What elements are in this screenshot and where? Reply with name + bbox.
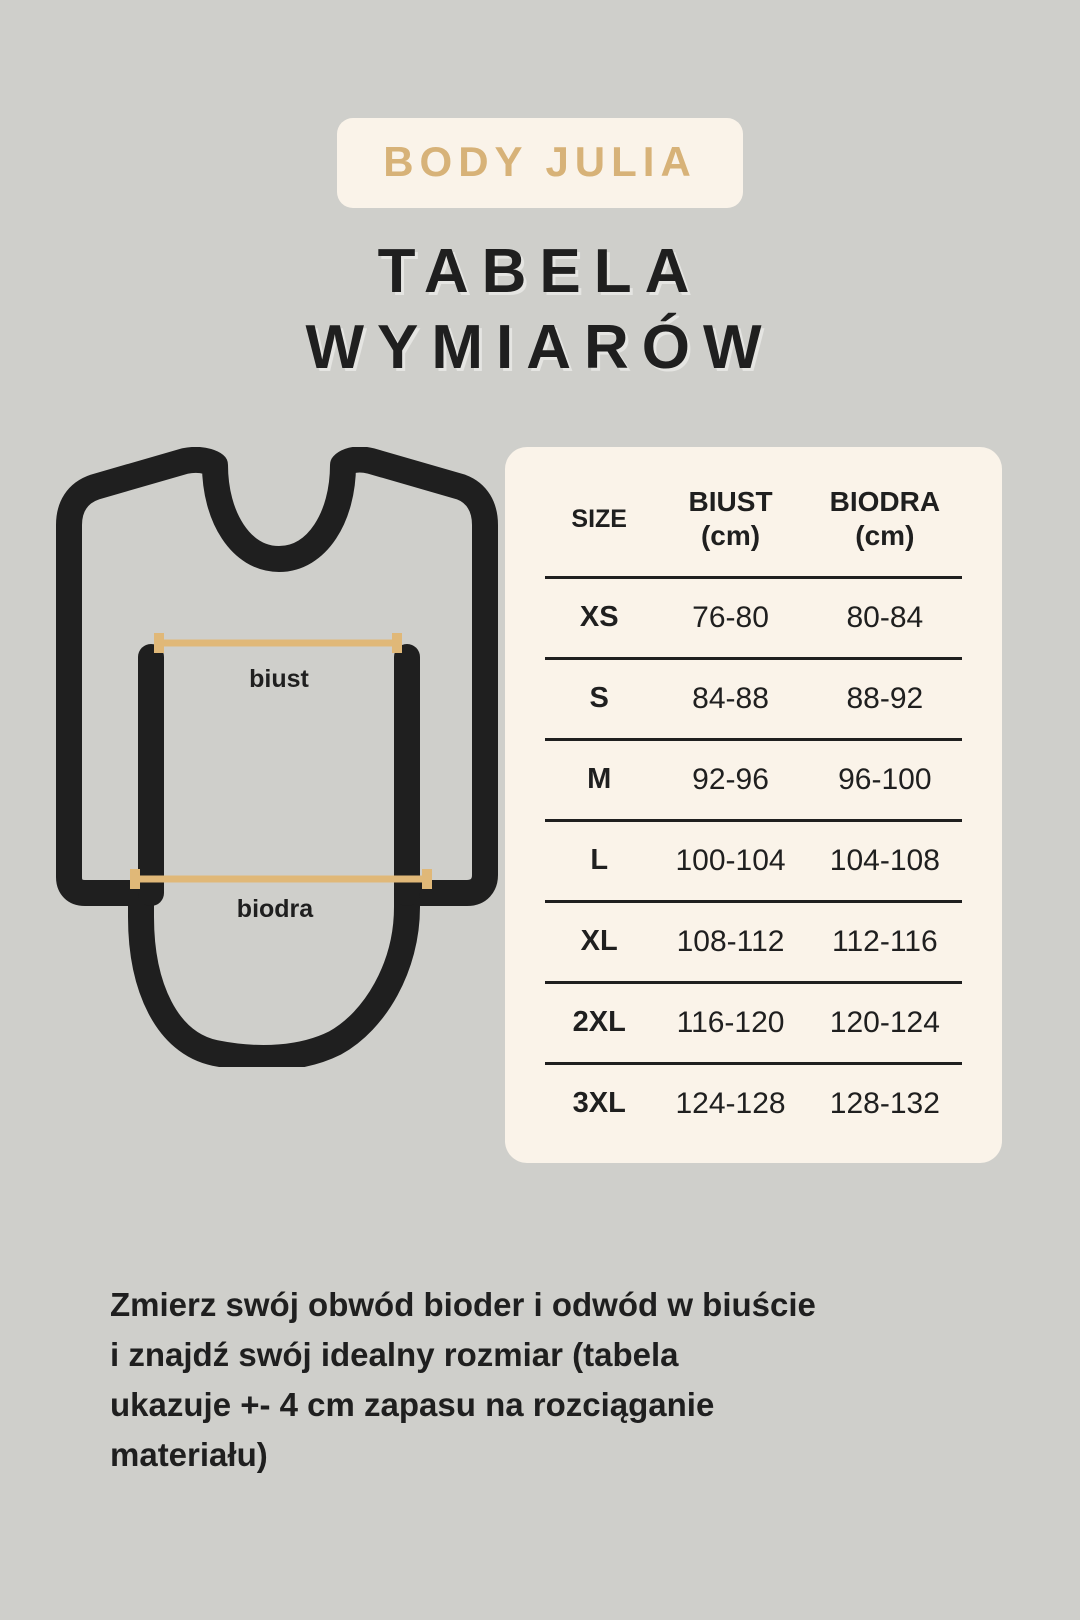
instructions-line-3: ukazuje +- 4 cm zapasu na rozciąganie [110, 1386, 715, 1424]
cell-hips: 88-92 [808, 658, 962, 739]
column-header-bust-line1: BIUST [688, 486, 773, 518]
table-row [545, 577, 962, 658]
column-header-hips-line1: BIODRA [829, 486, 941, 518]
cell-bust: 76-80 [653, 577, 807, 658]
column-header-hips [808, 481, 962, 577]
hips-measure-arrow [135, 869, 427, 889]
cell-bust: 84-88 [653, 658, 807, 739]
cell-hips: 120-124 [808, 982, 962, 1063]
cell-hips: 104-108 [808, 820, 962, 901]
cell-bust: 92-96 [653, 739, 807, 820]
cell-bust: 108-112 [653, 901, 807, 982]
size-table [545, 481, 962, 1132]
table-header-row [545, 481, 962, 577]
cell-size: XL [545, 901, 653, 982]
cell-size: 3XL [545, 1063, 653, 1133]
cell-bust: 124-128 [653, 1063, 807, 1133]
brand-badge: BODY JULIA [337, 118, 743, 208]
table-row [545, 1063, 962, 1133]
cell-size: L [545, 820, 653, 901]
table-row [545, 901, 962, 982]
instructions-line-1: Zmierz swój obwód bioder i odwód w biuście [110, 1286, 816, 1323]
size-table-body [545, 577, 962, 1133]
column-header-size: SIZE [571, 505, 627, 534]
page-title-line-2: WYMIARÓW [305, 312, 775, 382]
page-header [0, 0, 1080, 385]
cell-size: 2XL [545, 982, 653, 1063]
cell-hips: 96-100 [808, 739, 962, 820]
instructions-line-2: i znajdź swój idealny rozmiar (tabela [110, 1336, 679, 1374]
bust-measure-arrow [159, 633, 397, 653]
instructions-text [110, 1280, 960, 1481]
size-table-head [545, 481, 962, 577]
cell-hips: 80-84 [808, 577, 962, 658]
hips-label: biodra [236, 895, 314, 924]
column-header-bust-line2: (cm) [700, 520, 761, 552]
cell-bust: 100-104 [653, 820, 807, 901]
page-title [0, 234, 1080, 385]
cell-hips: 112-116 [808, 901, 962, 982]
bodysuit-icon [55, 447, 505, 1067]
table-row [545, 820, 962, 901]
cell-size: M [545, 739, 653, 820]
table-row [545, 982, 962, 1063]
column-header-hips-line2: (cm) [855, 520, 915, 552]
table-row [545, 739, 962, 820]
content-area [0, 447, 1080, 1137]
cell-bust: 116-120 [653, 982, 807, 1063]
size-table-card [505, 447, 1002, 1162]
cell-hips: 128-132 [808, 1063, 962, 1133]
cell-size: XS [545, 577, 653, 658]
table-row [545, 658, 962, 739]
instructions-line-4: materiału) [110, 1436, 268, 1474]
bodysuit-illustration [55, 447, 505, 1067]
bust-label: biust [249, 665, 309, 694]
page-title-line-1: TABELA [377, 237, 703, 306]
cell-size: S [545, 658, 653, 739]
column-header-bust [653, 481, 807, 577]
